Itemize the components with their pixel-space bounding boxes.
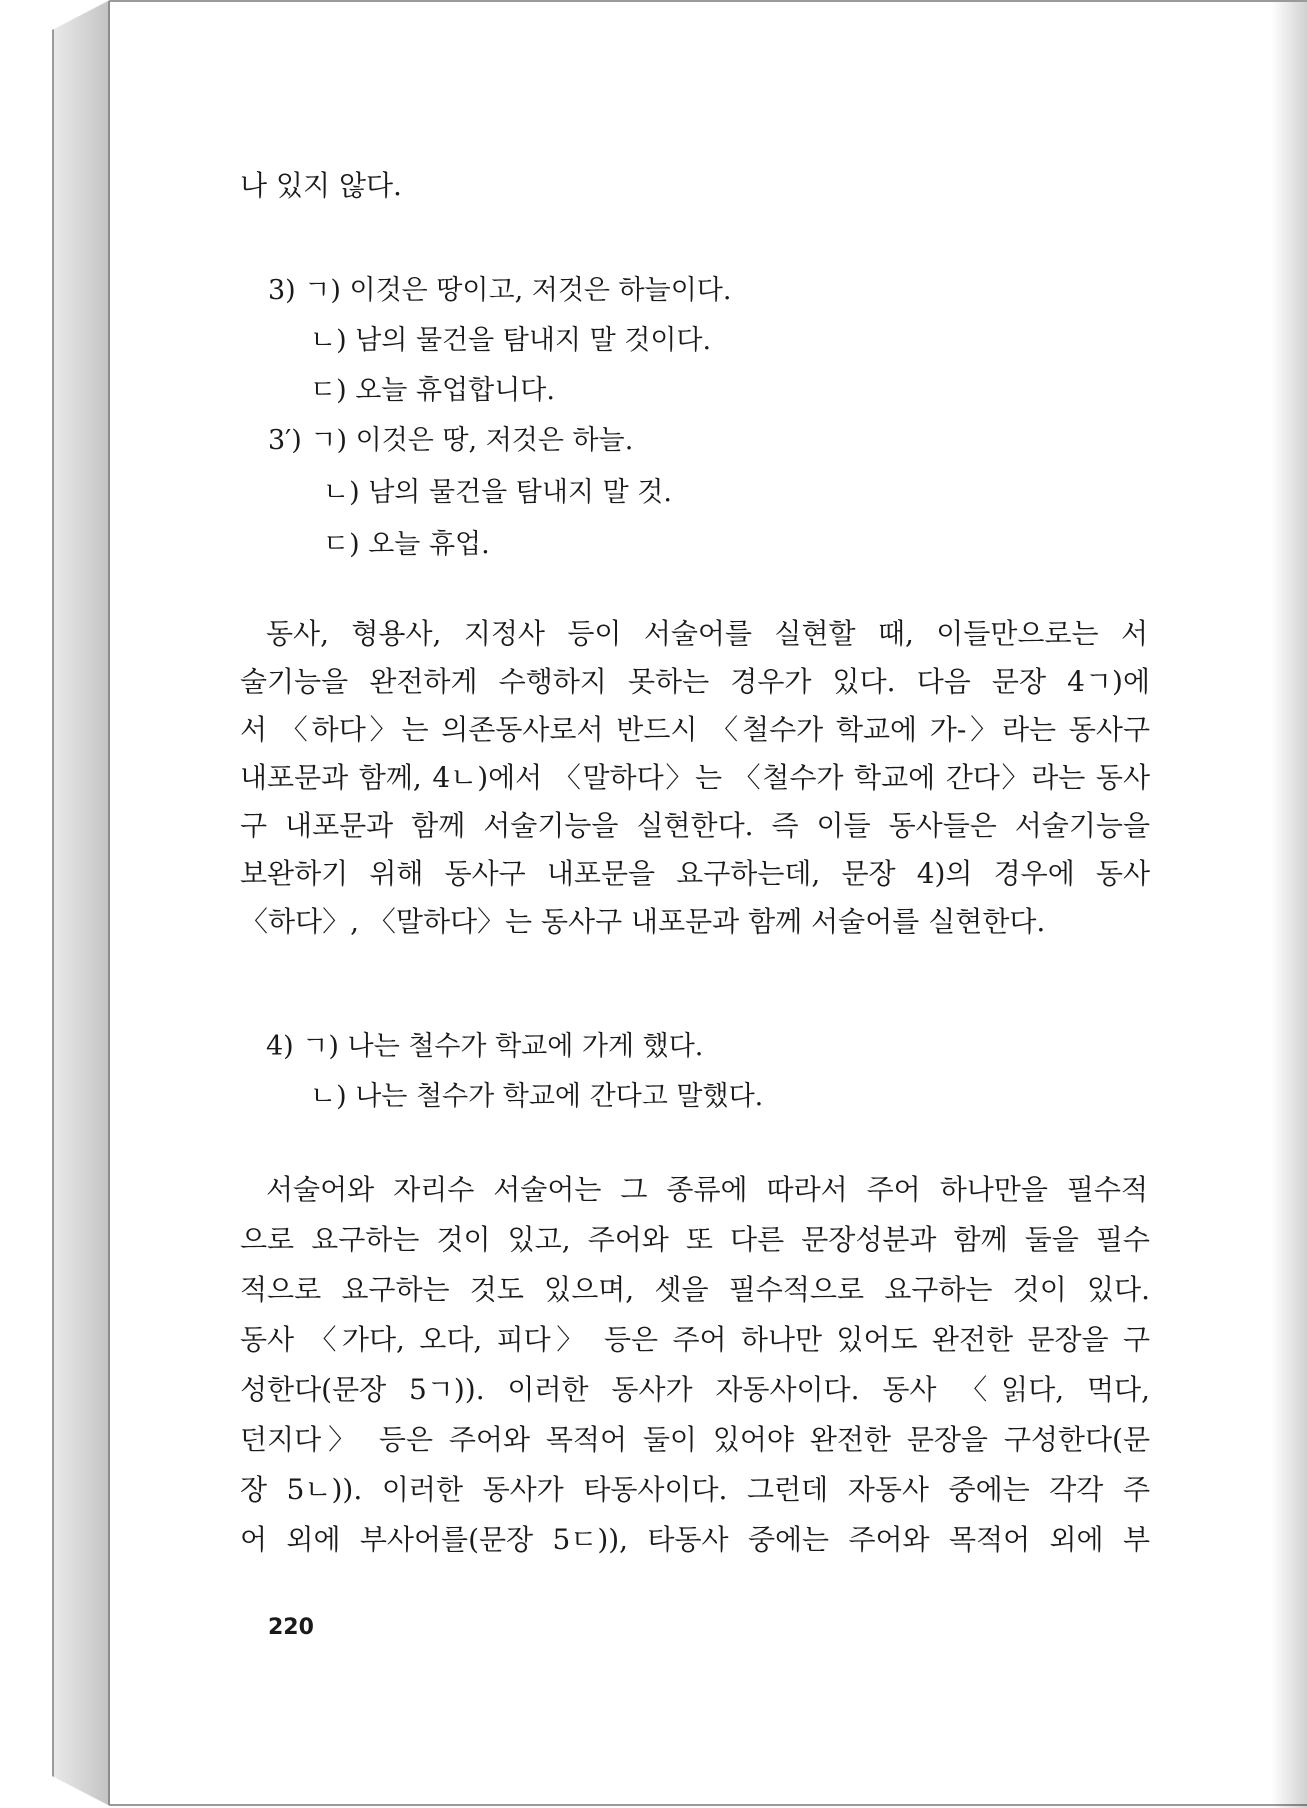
paragraph-1-line: 내포문과 함께, 4ㄴ)에서 〈말하다〉는 〈철수가 학교에 간다〉라는 동사 — [240, 761, 1150, 794]
example-4b: ㄴ) 나는 철수가 학교에 간다고 말했다. — [310, 1081, 764, 1112]
example-3c: ㄷ) 오늘 휴업합니다. — [310, 375, 555, 406]
example-3prime-c: ㄷ) 오늘 휴업. — [323, 529, 490, 560]
paragraph-2-line: 어 외에 부사어를(문장 5ㄷ)), 타동사 중에는 주어와 목적어 외에 부 — [240, 1523, 1150, 1556]
paragraph-2-line: 서술어와 자리수 서술어는 그 종류에 따라서 주어 하나만을 필수적 — [266, 1173, 1148, 1206]
continuation-line: 나 있지 않다. — [240, 169, 402, 202]
example-4a: 4) ㄱ) 나는 철수가 학교에 가게 했다. — [266, 1031, 704, 1062]
page-edge-shadow — [1271, 2, 1307, 1808]
paragraph-2-line: 동사 〈가다, 오다, 피다〉 등은 주어 하나만 있어도 완전한 문장을 구 — [240, 1323, 1150, 1356]
paragraph-1-line: 구 내포문과 함께 서술기능을 실현한다. 즉 이들 동사들은 서술기능을 — [240, 809, 1150, 842]
example-3a: 3) ㄱ) 이것은 땅이고, 저것은 하늘이다. — [268, 275, 732, 306]
spine-bottom-bevel — [52, 1776, 110, 1806]
paragraph-2-line: 성한다(문장 5ㄱ)). 이러한 동사가 자동사이다. 동사 〈읽다, 먹다, — [240, 1373, 1150, 1406]
paragraph-2-line: 던지다〉 등은 주어와 목적어 둘이 있어야 완전한 문장을 구성한다(문 — [240, 1423, 1150, 1456]
paragraph-1-line: 〈하다〉, 〈말하다〉는 동사구 내포문과 함께 서술어를 실현한다. — [240, 905, 1046, 938]
example-3b: ㄴ) 남의 물건을 탐내지 말 것이다. — [310, 325, 712, 356]
spine-top-bevel — [52, 0, 110, 30]
example-3prime-a: 3′) ㄱ) 이것은 땅, 저것은 하늘. — [268, 425, 634, 456]
example-3prime-b: ㄴ) 남의 물건을 탐내지 말 것. — [323, 477, 672, 508]
paragraph-1-line: 동사, 형용사, 지정사 등이 서술어를 실현할 때, 이들만으로는 서 — [266, 617, 1148, 650]
paragraph-2-line: 적으로 요구하는 것도 있으며, 셋을 필수적으로 요구하는 것이 있다. — [240, 1273, 1150, 1306]
book-spine — [52, 0, 110, 1806]
page-number: 220 — [268, 1615, 314, 1640]
paragraph-1-line: 보완하기 위해 동사구 내포문을 요구하는데, 문장 4)의 경우에 동사 — [240, 857, 1150, 890]
paragraph-2-line: 으로 요구하는 것이 있고, 주어와 또 다른 문장성분과 함께 둘을 필수 — [240, 1223, 1150, 1256]
paragraph-2-line: 장 5ㄴ)). 이러한 동사가 타동사이다. 그런데 자동사 중에는 각각 주 — [240, 1473, 1150, 1506]
paragraph-1-line: 서 〈하다〉는 의존동사로서 반드시 〈철수가 학교에 가-〉라는 동사구 — [240, 713, 1150, 746]
paragraph-1-line: 술기능을 완전하게 수행하지 못하는 경우가 있다. 다음 문장 4ㄱ)에 — [240, 665, 1150, 698]
